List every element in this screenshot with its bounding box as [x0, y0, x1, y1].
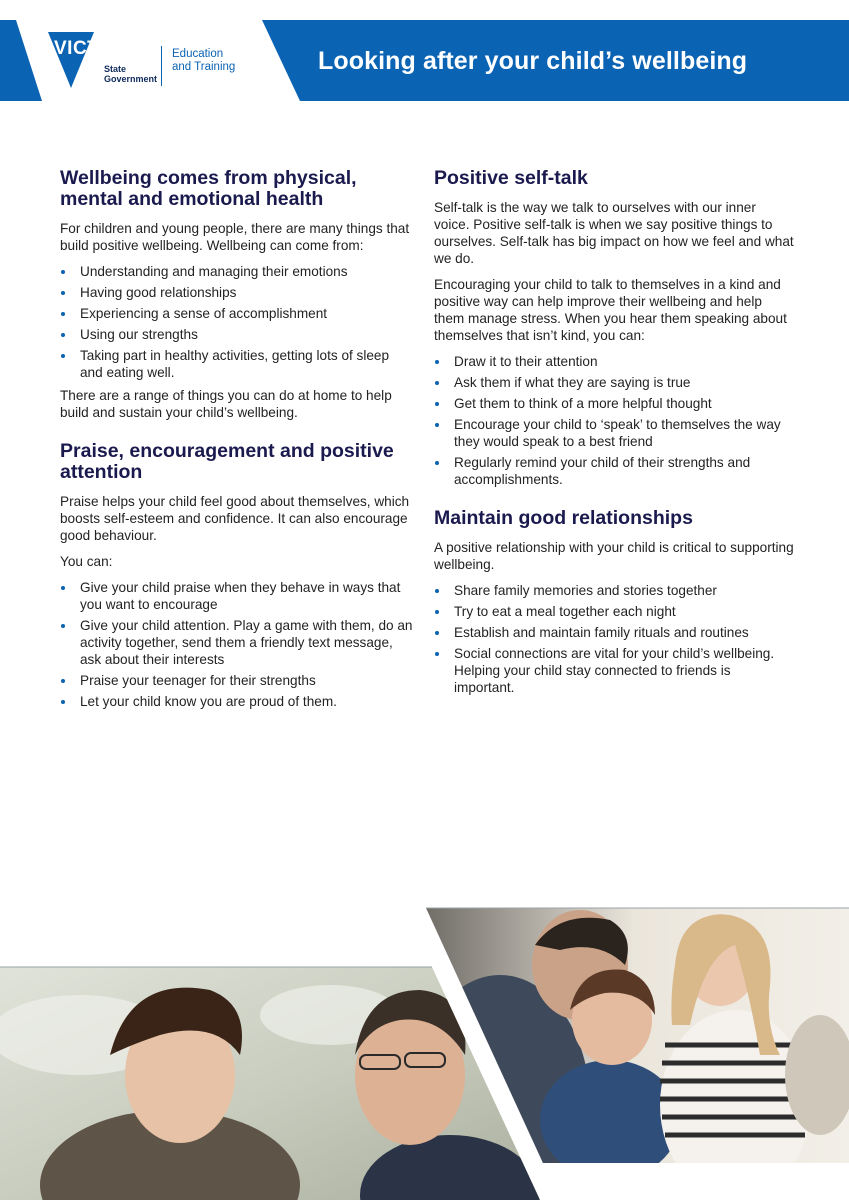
list-item: [434, 454, 794, 488]
bullet-icon: [435, 381, 439, 385]
bullet-icon: [61, 700, 65, 704]
list-item: [434, 395, 794, 412]
logo-sub-line2: Government: [104, 74, 158, 84]
right-column: [434, 168, 794, 716]
bullet-list: [60, 579, 415, 710]
dept-line1: Education: [172, 48, 224, 60]
bullet-icon: [435, 631, 439, 635]
list-item-text: Taking part in healthy activities, getting lots of sleep and eating well.: [80, 348, 390, 380]
bullet-list: [60, 263, 415, 381]
logo-sub-line1: State: [104, 64, 127, 74]
list-item-text: Ask them if what they are saying is true: [454, 375, 691, 390]
bullet-icon: [435, 652, 439, 656]
list-item: [434, 624, 794, 641]
list-item: [434, 645, 794, 696]
dept-line2: and Training: [172, 61, 236, 73]
list-item: [60, 284, 415, 301]
list-item-text: Give your child praise when they behave in ways that you want to encourage: [80, 580, 401, 612]
section-intro: Self-talk is the way we talk to ourselves with our inner voice. Positive self-talk is when we say positive things to ourselves. Self-talk has big impact on how we feel and what we do.: [434, 200, 794, 266]
section-heading: Maintain good relationships: [434, 507, 693, 529]
left-column: [60, 168, 415, 730]
bullet-list: [434, 353, 794, 488]
bullet-icon: [435, 360, 439, 364]
page-header: [0, 20, 849, 101]
section-relationships: [434, 508, 794, 696]
section-wellbeing: [60, 168, 415, 421]
bullet-icon: [435, 610, 439, 614]
section-self-talk: [434, 168, 794, 488]
bullet-icon: [61, 624, 65, 628]
bullet-icon: [435, 461, 439, 465]
list-item: [60, 305, 415, 322]
section-heading: Positive self-talk: [434, 167, 588, 189]
list-item: [434, 582, 794, 599]
list-item: [60, 672, 415, 689]
list-item: [60, 579, 415, 613]
bullet-icon: [435, 402, 439, 406]
logo-state-government: [104, 64, 157, 84]
list-item-text: Social connections are vital for your child’s wellbeing. Helping your child stay connected to friends is important.: [454, 646, 775, 695]
list-item: [60, 263, 415, 280]
list-item: [60, 617, 415, 668]
section-intro: A positive relationship with your child is critical to supporting wellbeing.: [434, 540, 794, 572]
logo-divider: [161, 46, 162, 86]
list-item: [434, 374, 794, 391]
bullet-icon: [435, 423, 439, 427]
list-item-text: Establish and maintain family rituals and routines: [454, 625, 749, 640]
list-item-text: Get them to think of a more helpful thought: [454, 396, 712, 411]
list-item-text: Praise your teenager for their strengths: [80, 673, 316, 688]
list-item-text: Regularly remind your child of their strengths and accomplishments.: [454, 455, 751, 487]
list-item: [60, 693, 415, 710]
list-item: [434, 603, 794, 620]
list-item-text: Try to eat a meal together each night: [454, 604, 676, 619]
bullet-icon: [61, 312, 65, 316]
bullet-icon: [435, 589, 439, 593]
list-item-text: Having good relationships: [80, 285, 237, 300]
list-item: [434, 416, 794, 450]
photo-collage: [0, 905, 849, 1200]
department-name: [172, 48, 235, 74]
list-item-text: Share family memories and stories together: [454, 583, 717, 598]
logo-wordmark: VICTORIA: [54, 38, 149, 59]
list-item-text: Give your child attention. Play a game with them, do an activity together, send them a friendly text message, ask about their interests: [80, 618, 413, 667]
section-intro: Praise helps your child feel good about themselves, which boosts self-esteem and confidence. It can also encourage good behaviour.: [60, 494, 410, 543]
bullet-icon: [61, 291, 65, 295]
list-item-text: Understanding and managing their emotions: [80, 264, 348, 279]
list-item-text: Let your child know you are proud of them.: [80, 694, 337, 709]
page-title: Looking after your child’s wellbeing: [318, 47, 748, 75]
list-item-text: Experiencing a sense of accomplishment: [80, 306, 328, 321]
section-heading: Wellbeing comes from physical, mental and emotional health: [60, 167, 357, 210]
section-heading: Praise, encouragement and positive attention: [60, 440, 394, 483]
section-intro-2: You can:: [60, 554, 113, 569]
victoria-government-logo: [48, 32, 248, 92]
section-intro: For children and young people, there are many things that build positive wellbeing. Wellbeing can come from:: [60, 221, 410, 253]
section-intro-2: Encouraging your child to talk to themselves in a kind and positive way can help improve their wellbeing and help them manage stress. When you hear them speaking about themselves that isn’t kind, you can:: [434, 277, 787, 343]
bullet-icon: [61, 270, 65, 274]
bullet-icon: [61, 679, 65, 683]
bullet-icon: [61, 354, 65, 358]
list-item: [434, 353, 794, 370]
list-item-text: Encourage your child to ‘speak’ to themselves the way they would speak to a best friend: [454, 417, 781, 449]
section-outro: There are a range of things you can do at home to help build and sustain your child’s wellbeing.: [60, 388, 392, 420]
list-item: [60, 347, 415, 381]
bullet-icon: [61, 333, 65, 337]
list-item: [60, 326, 415, 343]
bullet-list: [434, 582, 794, 696]
list-item-text: Draw it to their attention: [454, 354, 598, 369]
list-item-text: Using our strengths: [80, 327, 198, 342]
section-praise: [60, 441, 415, 710]
bullet-icon: [61, 586, 65, 590]
